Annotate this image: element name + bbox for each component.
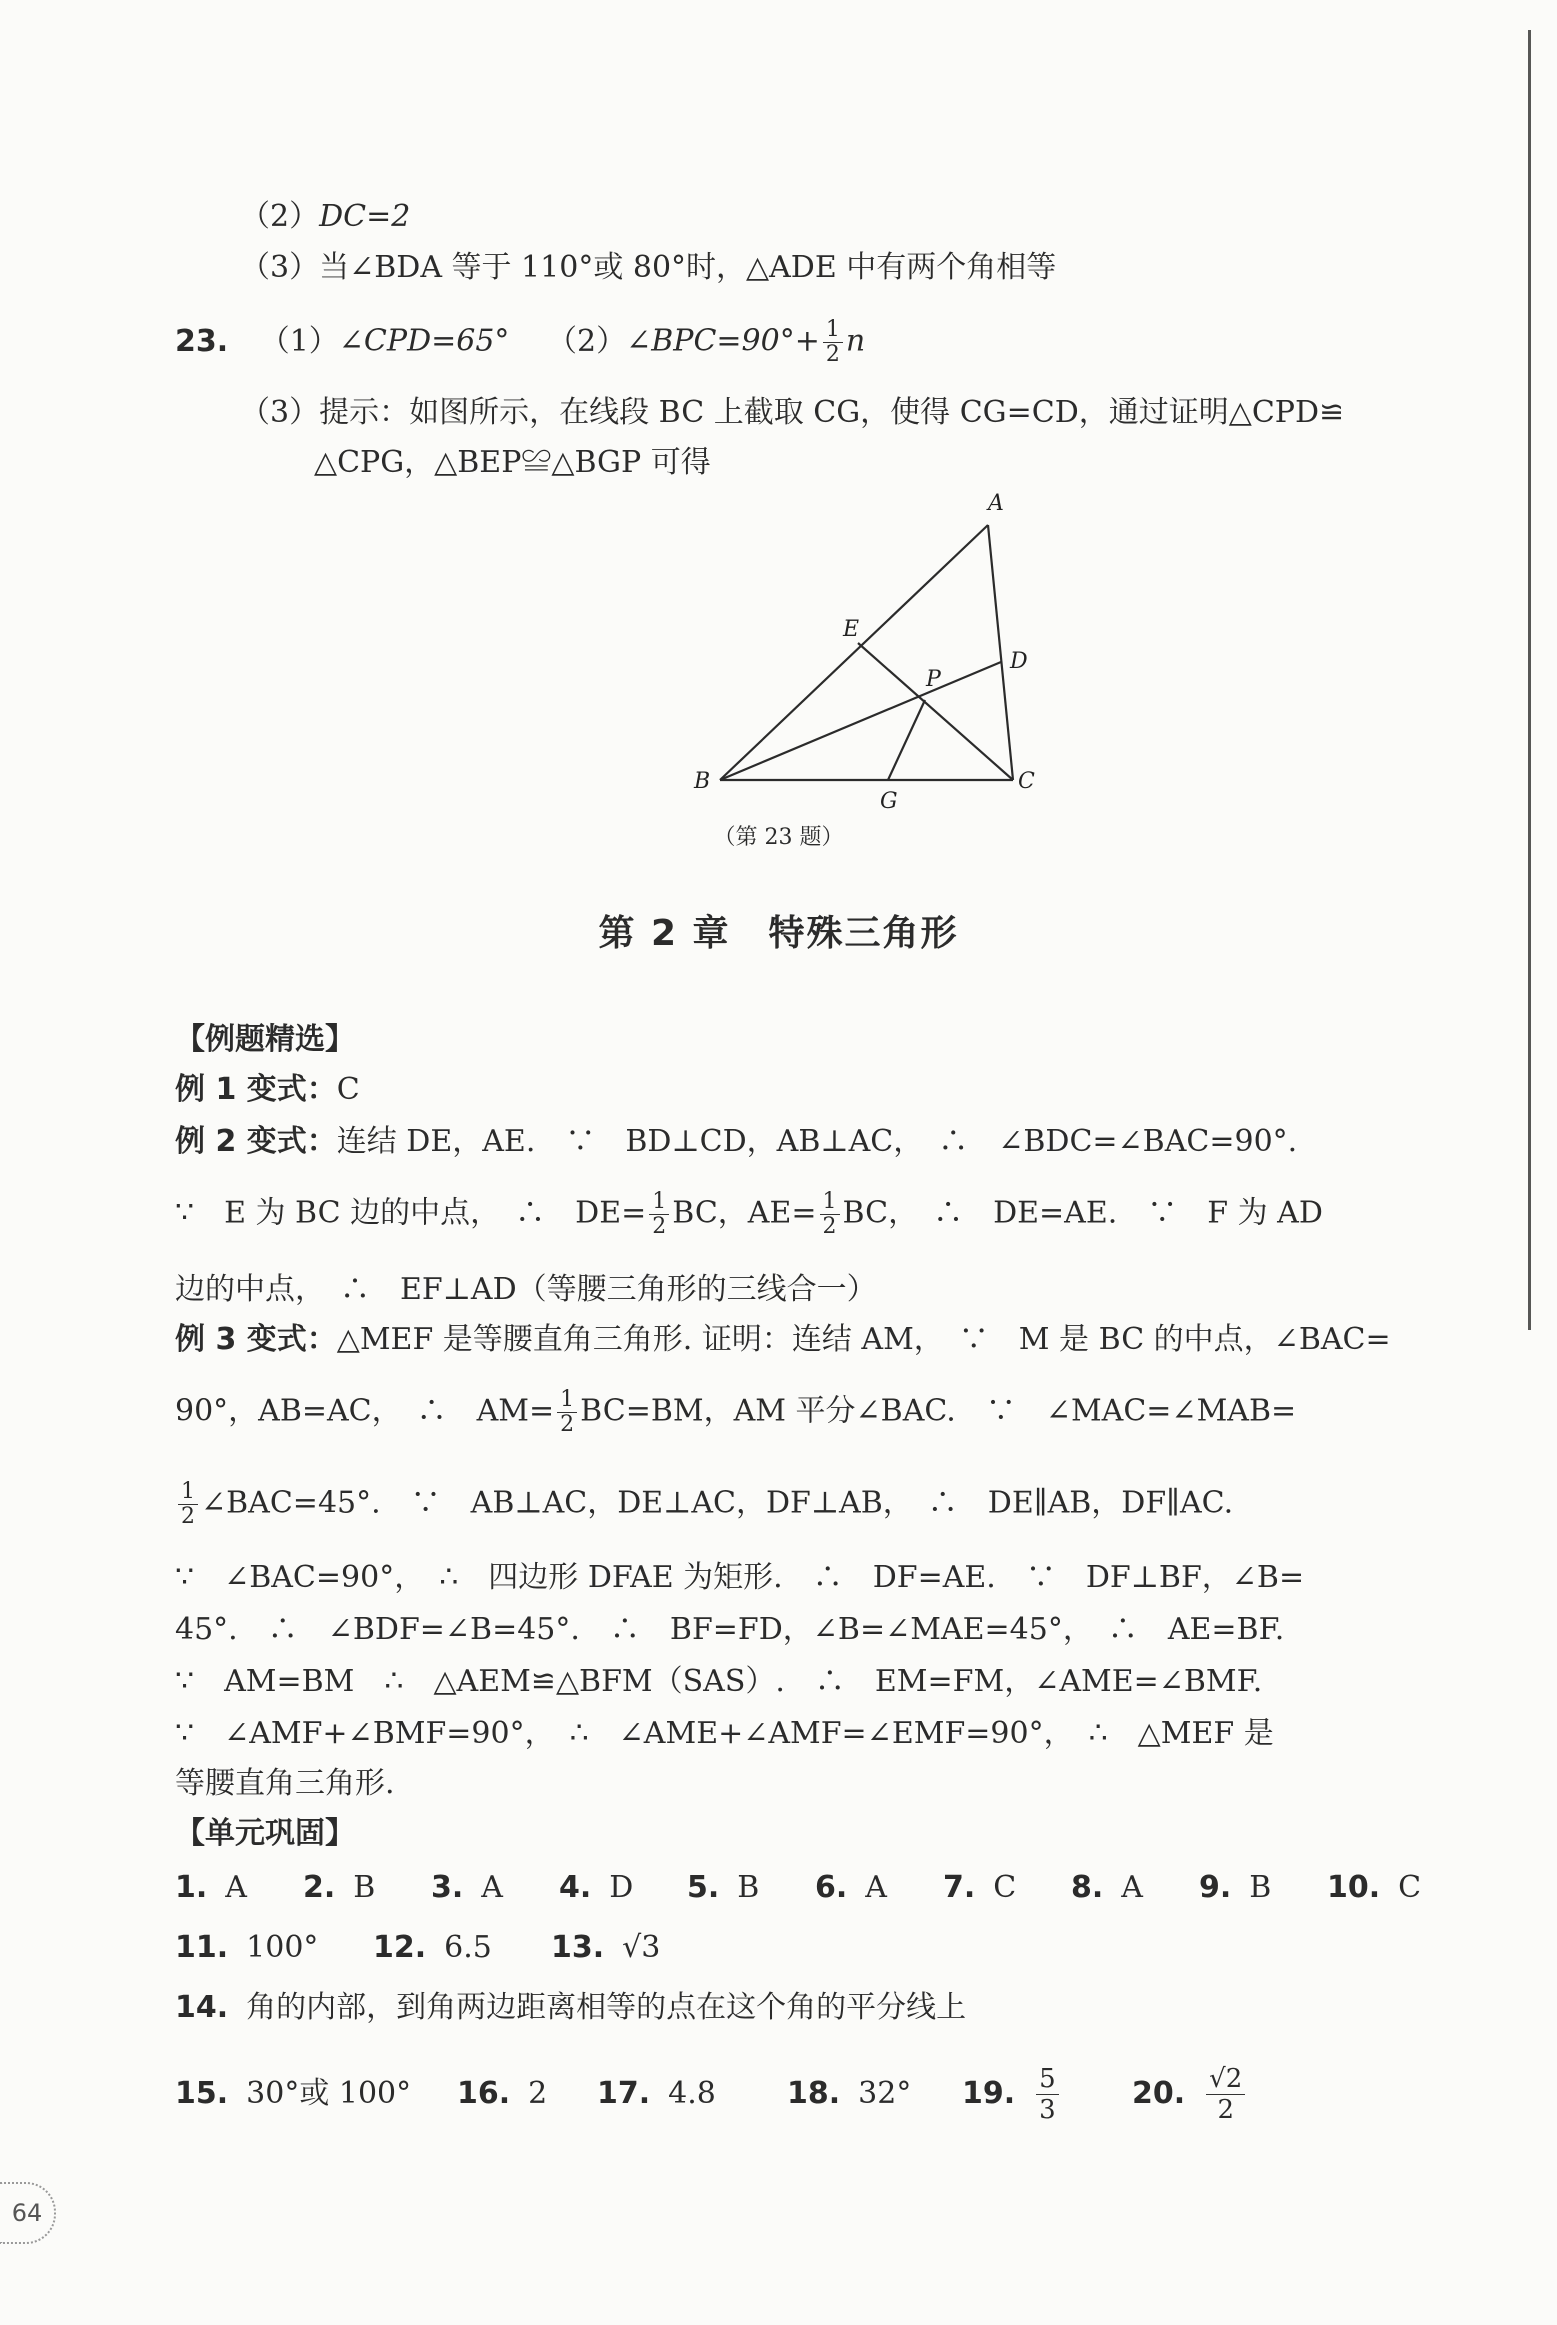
q22-part2: （2）DC=2 [240, 199, 411, 234]
figure-caption: （第 23 题） [713, 825, 844, 850]
example3-line1: 例 3 变式：△MEF 是等腰直角三角形. 证明：连结 AM， ∵ M 是 BC 的中点，∠BAC= [175, 1322, 1391, 1357]
label-e: E [843, 617, 860, 642]
segment-ba [720, 525, 988, 780]
answer-14: 14. 角的内部，到角两边距离相等的点在这个角的平分线上 [175, 1990, 967, 2025]
label-g: G [880, 789, 898, 810]
example3-line6: ∵ AM=BM ∴ △AEM≌△BFM（SAS）. ∴ EM=FM，∠AME=∠BMF. [175, 1664, 1263, 1699]
example2-line2: ∵ E 为 BC 边的中点， ∴ DE= $\frac{1}{2}$ BC，AE= $\frac{1}{2}$ BC， ∴ DE=AE. ∵ F 为 AD [175, 1189, 1323, 1239]
example3-line4: ∵ ∠BAC=90°， ∴ 四边形 DFAE 为矩形. ∴ DF=AE. ∵ DF⊥BF，∠B= [175, 1560, 1305, 1595]
answers-row-4: 15. 30°或 100° 16. 2 17. 4.8 18. 32° 19. $\frac{5}{3}$ 20. $\frac{√2}{2}$ [175, 2064, 1248, 2125]
example3-line8: 等腰直角三角形. [175, 1766, 395, 1801]
triangle-figure [680, 490, 1060, 810]
example3-line5: 45°. ∴ ∠BDF=∠B=45°. ∴ BF=FD，∠B=∠MAE=45°， ∴ AE=BF. [175, 1612, 1285, 1647]
answers-row-2: 11. 100° 12. 6.5 13. √3 [175, 1930, 661, 1965]
example2-line1: 例 2 变式：连结 DE，AE. ∵ BD⊥CD，AB⊥AC， ∴ ∠BDC=∠BAC=90°. [175, 1124, 1298, 1159]
segment-bd [720, 662, 1001, 780]
example3-line2: 90°，AB=AC， ∴ AM= $\frac{1}{2}$ BC=BM，AM 平分∠BAC. ∵ ∠MAC=∠MAB= [175, 1387, 1297, 1437]
q23-part1-2: 23. （1）∠CPD=65° （2）∠BPC=90°+ $\frac{1}{2}$ n [175, 317, 866, 367]
example2-line3: 边的中点， ∴ EF⊥AD（等腰三角形的三线合一） [175, 1272, 877, 1307]
label-p: P [926, 667, 941, 692]
q22-part3: （3）当∠BDA 等于 110°或 80°时，△ADE 中有两个角相等 [240, 250, 1057, 285]
example3-line7: ∵ ∠AMF+∠BMF=90°， ∴ ∠AME+∠AMF=∠EMF=90°， ∴ △MEF 是 [175, 1716, 1274, 1751]
fraction-half: $\frac{1}{2}$ [823, 318, 843, 367]
examples-section-title: 【例题精选】 [175, 1022, 355, 1057]
label-c: C [1018, 769, 1035, 794]
page-number: 64 [0, 2182, 56, 2244]
segment-pg [888, 700, 925, 780]
label-b: B [694, 769, 711, 794]
q23-part3-line1: （3）提示：如图所示，在线段 BC 上截取 CG，使得 CG=CD，通过证明△CPD≌ [240, 395, 1345, 430]
unit-section-title: 【单元巩固】 [175, 1816, 355, 1851]
example3-line3: $\frac{1}{2}$ ∠BAC=45°. ∵ AB⊥AC，DE⊥AC，DF⊥AB， ∴ DE∥AB，DF∥AC. [175, 1480, 1233, 1529]
page-edge [1528, 30, 1531, 1330]
label-d: D [1010, 649, 1028, 674]
q23-part3-line2: △CPG，△BEP≌△BGP 可得 [314, 445, 711, 480]
chapter-title: 第 2 章 特殊三角形 [598, 913, 959, 954]
answers-row-1: 1. A 2. B 3. A 4. D 5. B 6. A 7. C 8. A 9. B 10. C [175, 1870, 1422, 1905]
example1: 例 1 变式：C [175, 1072, 360, 1107]
label-a: A [988, 491, 1004, 516]
